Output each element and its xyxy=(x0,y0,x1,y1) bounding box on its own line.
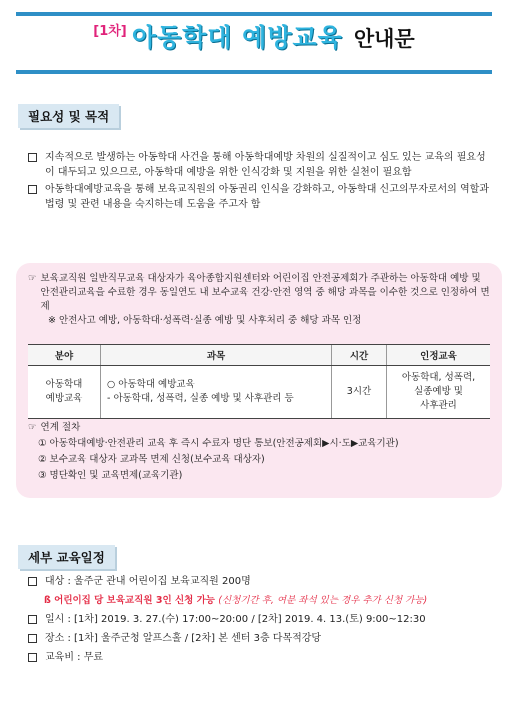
list-item-date: 일시 : [1차] 2019. 3. 27.(수) 17:00~20:00 / [2차] 2019. 4. 13.(토) 9:00~12:30 xyxy=(28,610,498,629)
list-item-target: 대상 : 울주군 관내 어린이집 보육교직원 200명 xyxy=(28,572,498,591)
page-title xyxy=(0,18,508,54)
procedure-block xyxy=(28,420,490,484)
course-table xyxy=(28,344,490,419)
list-item: 지속적으로 발생하는 아동학대 사건을 통해 아동학대예방 차원의 실질적이고 심도 있는 교육의 필요성이 대두되고 있으므로, 아동학대 예방을 위한 인식강화 및 지원을 위한 실천이 필요함 xyxy=(28,150,494,180)
bottom-rule xyxy=(16,70,492,74)
list-item-place: 장소 : [1차] 울주군청 알프스홀 / [2차] 본 센터 3층 다목적강당 xyxy=(28,629,498,648)
section-heading-purpose: 필요성 및 목적 xyxy=(18,104,119,128)
exemption-intro: ☞ 보육교직원 일반직무교육 대상자가 육아종합지원센터와 어린이집 안전공제회가 주관하는 아동학대 예방 및 안전관리교육을 수료한 경우 동일연도 내 보수교육 건강·안전 영역 중 해당 과목을 이수한 것으로 인정하여 면제 ※ 안전사고 예방, 아동학대·성폭력·실종 예방 및 사후처리 중 해당 과목 인정 xyxy=(28,273,490,326)
exemption-note: ※ 안전사고 예방, 아동학대·성폭력·실종 예방 및 사후처리 중 해당 과목 인정 xyxy=(48,315,362,326)
purpose-list xyxy=(28,150,494,214)
col-header: 인정교육 xyxy=(387,345,491,366)
checkbox-square-icon xyxy=(28,634,37,643)
step-3: ③ 명단확인 및 교육면제(교육기관) xyxy=(38,470,183,481)
pointing-hand-icon: ☞ xyxy=(28,273,37,284)
col-header: 과목 xyxy=(101,345,332,366)
col-header: 분야 xyxy=(28,345,101,366)
cell-time: 3시간 xyxy=(332,366,387,419)
cell-recognized: 아동학대, 성폭력, 실종예방 및 사후관리 xyxy=(387,366,491,419)
section-heading-schedule: 세부 교육일정 xyxy=(18,545,115,569)
col-header: 시간 xyxy=(332,345,387,366)
procedure-title: ☞ 연계 절차 xyxy=(28,420,490,436)
list-item: 아동학대예방교육을 통해 보육교직원의 아동권리 인식을 강화하고, 아동학대 신고의무자로서의 역할과 법령 및 관련 내용을 숙지하는데 도움을 주고자 함 xyxy=(28,182,494,212)
table-row xyxy=(28,366,490,419)
step-2: ② 보수교육 대상자 교과목 면제 신청(보수교육 대상자) xyxy=(38,454,265,465)
top-rule xyxy=(16,12,492,16)
title-tag: [1차] xyxy=(93,24,127,39)
title-main: 아동학대 예방교육 xyxy=(131,23,343,52)
no-symbol-icon: ß xyxy=(44,595,51,606)
schedule-list xyxy=(28,572,498,667)
checkbox-square-icon xyxy=(28,615,37,624)
step-1: ① 아동학대예방·안전관리 교육 후 즉시 수료자 명단 통보(안전공제회▶시·도▶교육기관) xyxy=(38,438,399,449)
cell-field: 아동학대 예방교육 xyxy=(28,366,101,419)
cell-subject: ○ 아동학대 예방교육 - 아동학대, 성폭력, 실종 예방 및 사후관리 등 xyxy=(101,366,332,419)
checkbox-square-icon xyxy=(28,185,37,194)
list-item-fee: 교육비 : 무료 xyxy=(28,648,498,667)
table-header-row xyxy=(28,345,490,366)
checkbox-square-icon xyxy=(28,577,37,586)
pointing-hand-icon: ☞ xyxy=(28,422,37,433)
title-sub: 안내문 xyxy=(353,27,415,51)
checkbox-square-icon xyxy=(28,653,37,662)
checkbox-square-icon xyxy=(28,153,37,162)
target-note: ß 어린이집 당 보육교직원 3인 신청 가능 (신청기간 후, 여분 좌석 있는 경우 추가 신청 가능) xyxy=(44,595,428,606)
